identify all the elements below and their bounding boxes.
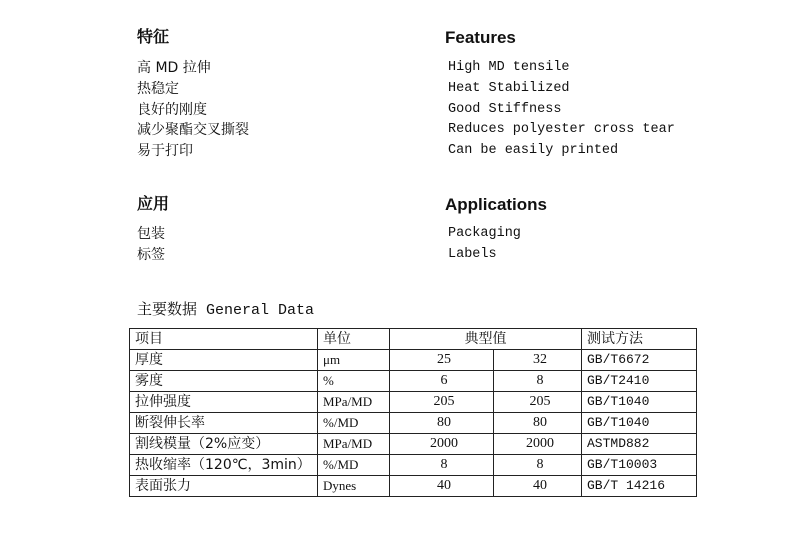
application-item-cn: 包装 [137, 226, 165, 242]
cell-unit: MPa/MD [318, 392, 390, 413]
table-row [130, 455, 697, 476]
feature-item-cn: 减少聚酯交叉撕裂 [137, 122, 249, 139]
features-list-cn [137, 58, 249, 162]
cell-unit: %/MD [318, 455, 390, 476]
cell-value-2: 32 [494, 350, 582, 371]
feature-item-cn: 易于打印 [137, 143, 193, 159]
cell-unit: %/MD [318, 413, 390, 434]
cell-value-1: 8 [390, 455, 494, 476]
table-row [130, 350, 697, 371]
cell-item: 热收缩率（120℃，3min） [130, 455, 318, 476]
cell-value-1: 6 [390, 371, 494, 392]
header-test-method: 测试方法 [582, 329, 697, 350]
feature-item-cn: 热稳定 [137, 80, 179, 97]
cell-value-2: 8 [494, 371, 582, 392]
cell-value-2: 205 [494, 392, 582, 413]
header-item: 项目 [130, 329, 318, 350]
cell-value-2: 2000 [494, 434, 582, 455]
general-data-title-en-text: General Data [206, 302, 315, 319]
header-typical-value: 典型值 [390, 329, 582, 350]
table-row [130, 434, 697, 455]
table-row [130, 392, 697, 413]
header-unit: 单位 [318, 329, 390, 350]
feature-item-en: Reduces polyester cross tear [448, 122, 675, 138]
cell-method: GB/T2410 [582, 371, 697, 392]
applications-heading-cn: 应用 [137, 194, 170, 213]
table-header-row [130, 329, 697, 350]
feature-item-en: High MD tensile [448, 60, 570, 75]
applications-list-cn [137, 224, 165, 266]
cell-value-1: 40 [390, 476, 494, 497]
table-row [130, 371, 697, 392]
cell-item: 断裂伸长率 [130, 413, 318, 434]
feature-item-en: Good Stiffness [448, 101, 562, 117]
cell-unit: Dynes [318, 476, 390, 497]
features-heading-cn: 特征 [137, 27, 170, 46]
features-list-en [448, 58, 675, 162]
application-item-en: Packaging [448, 226, 521, 241]
table-row [130, 476, 697, 497]
cell-value-1: 80 [390, 413, 494, 434]
cell-unit: MPa/MD [318, 434, 390, 455]
application-item-en: Labels [448, 246, 497, 262]
feature-item-en: Heat Stabilized [448, 80, 570, 96]
cell-value-2: 80 [494, 413, 582, 434]
feature-item-cn: 良好的刚度 [137, 101, 207, 118]
cell-method: GB/T1040 [582, 413, 697, 434]
feature-item-cn: 高 MD 拉伸 [137, 60, 211, 76]
general-data-title-cn: 主要数据 [137, 300, 198, 318]
cell-item: 雾度 [130, 371, 318, 392]
applications-heading-en: Applications [445, 195, 548, 214]
cell-value-1: 205 [390, 392, 494, 413]
cell-method: GB/T 14216 [582, 476, 697, 497]
cell-unit: μm [318, 350, 390, 371]
application-item-cn: 标签 [137, 246, 165, 263]
cell-method: ASTMD882 [582, 434, 697, 455]
cell-item: 拉伸强度 [130, 392, 318, 413]
cell-item: 表面张力 [130, 476, 318, 497]
cell-value-2: 8 [494, 455, 582, 476]
table-row [130, 413, 697, 434]
cell-item: 割线模量（2%应变） [130, 434, 318, 455]
general-data-title [137, 299, 314, 321]
applications-list-en [448, 224, 521, 266]
cell-method: GB/T10003 [582, 455, 697, 476]
feature-item-en: Can be easily printed [448, 143, 619, 158]
cell-method: GB/T1040 [582, 392, 697, 413]
cell-unit: % [318, 371, 390, 392]
cell-value-1: 2000 [390, 434, 494, 455]
cell-value-1: 25 [390, 350, 494, 371]
features-heading-en: Features [445, 28, 516, 47]
cell-value-2: 40 [494, 476, 582, 497]
cell-method: GB/T6672 [582, 350, 697, 371]
general-data-title-en [197, 302, 314, 319]
general-data-table [129, 328, 697, 497]
cell-item: 厚度 [130, 350, 318, 371]
